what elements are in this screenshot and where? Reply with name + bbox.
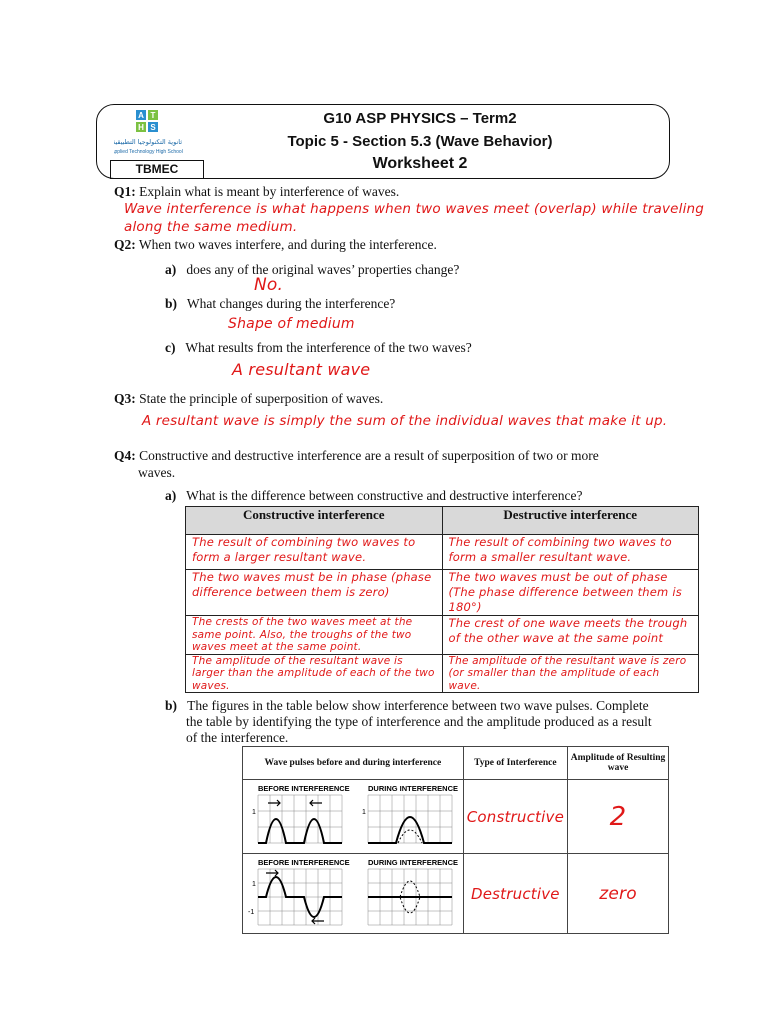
q3-prompt bbox=[114, 391, 383, 407]
q1-answer-line1: Wave interference is what happens when two waves meet (overlap) while traveling bbox=[124, 201, 705, 217]
cell-answer: The amplitude of the resultant wave is zero (or smaller than the amplitude of each wave. bbox=[448, 654, 687, 692]
axis-label-neg1: -1 bbox=[248, 909, 255, 916]
table-cell bbox=[186, 654, 443, 693]
wp-header-amplitude: Amplitude of Resulting wave bbox=[568, 747, 669, 780]
q2c-text: What results from the interference of the two waves? bbox=[185, 340, 472, 355]
table-cell bbox=[442, 654, 699, 693]
q1-answer-line2: along the same medium. bbox=[124, 219, 298, 235]
axis-label-1: 1 bbox=[252, 809, 256, 816]
wp-header-row bbox=[243, 747, 669, 780]
destructive-amplitude-answer: zero bbox=[599, 883, 637, 904]
during-label: DURING INTERFERENCE bbox=[368, 858, 459, 867]
q2a-answer: No. bbox=[254, 275, 284, 295]
svg-text:ثانوية التكنولوجيا التطبيقية: ثانوية التكنولوجيا التطبيقية bbox=[114, 138, 183, 146]
table-cell bbox=[186, 535, 443, 570]
wp-header-type: Type of Interference bbox=[463, 747, 567, 780]
svg-text:T: T bbox=[150, 111, 156, 120]
table-row bbox=[186, 535, 699, 570]
q4a-prompt bbox=[165, 488, 582, 504]
q4a-label: a) bbox=[165, 488, 177, 503]
q3-number: Q3: bbox=[114, 391, 136, 406]
q2a-prompt bbox=[165, 262, 459, 278]
q3-answer: A resultant wave is simply the sum of the individual waves that make it up. bbox=[142, 413, 668, 429]
q4-prompt-line2: waves. bbox=[138, 465, 176, 480]
q2c-answer: A resultant wave bbox=[232, 360, 371, 379]
q4-prompt-line1 bbox=[114, 448, 599, 464]
wp-row-destructive bbox=[243, 854, 669, 934]
q1-text: Explain what is meant by interference of waves. bbox=[139, 184, 400, 199]
q4a-text: What is the difference between constructive and destructive interference? bbox=[186, 488, 583, 503]
wp-header-pulses: Wave pulses before and during interference bbox=[243, 747, 464, 780]
svg-text:S: S bbox=[150, 123, 156, 132]
wp-figure-cell bbox=[243, 854, 464, 934]
table-cell bbox=[442, 570, 699, 616]
table-cell bbox=[186, 570, 443, 616]
constructive-pulses-figure bbox=[244, 781, 460, 849]
table-row bbox=[186, 616, 699, 655]
axis-label-1: 1 bbox=[362, 809, 366, 816]
q2b-answer: Shape of medium bbox=[228, 316, 355, 332]
q2c-label: c) bbox=[165, 340, 176, 355]
table-cell bbox=[186, 616, 443, 655]
cell-answer: The amplitude of the resultant wave is larger than the amplitude of each of the two waves. bbox=[192, 654, 435, 692]
q4-text: Constructive and destructive interference are a result of superposition of two or more bbox=[139, 448, 599, 463]
axis-label-1: 1 bbox=[252, 881, 256, 888]
q2a-label: a) bbox=[165, 262, 177, 277]
svg-text:A: A bbox=[138, 111, 144, 120]
table-cell bbox=[442, 616, 699, 655]
interference-comparison-table bbox=[185, 506, 699, 693]
worksheet-title: Worksheet 2 bbox=[372, 155, 468, 172]
cell-answer: The result of combining two waves to form a larger resultant wave. bbox=[192, 535, 416, 564]
during-label: DURING INTERFERENCE bbox=[368, 784, 459, 793]
table-row bbox=[186, 570, 699, 616]
q4b-text-line2: the table by identifying the type of interference and the amplitude produced as a result bbox=[186, 714, 652, 729]
tbmec-label: TBMEC bbox=[110, 160, 204, 179]
q2-number: Q2: bbox=[114, 237, 136, 252]
course-title: G10 ASP PHYSICS – Term2 bbox=[323, 110, 517, 127]
q4b-label: b) bbox=[165, 698, 178, 713]
q2a-text: does any of the original waves’ properties change? bbox=[186, 262, 460, 277]
q2c-prompt bbox=[165, 340, 472, 356]
wp-amplitude-cell bbox=[568, 780, 669, 854]
q2-prompt bbox=[114, 237, 437, 253]
wp-amplitude-cell bbox=[568, 854, 669, 934]
q2b-label: b) bbox=[165, 296, 178, 311]
wp-row-constructive bbox=[243, 780, 669, 854]
table-row bbox=[186, 654, 699, 693]
constructive-header: Constructive interference bbox=[186, 507, 443, 535]
before-label: BEFORE INTERFERENCE bbox=[258, 858, 350, 867]
q1-number: Q1: bbox=[114, 184, 136, 199]
q4b-text-line1: The figures in the table below show interference between two wave pulses. Complete bbox=[187, 698, 649, 713]
q4-number: Q4: bbox=[114, 448, 136, 463]
wp-figure-cell bbox=[243, 780, 464, 854]
table-header-row bbox=[186, 507, 699, 535]
topic-title: Topic 5 - Section 5.3 (Wave Behavior) bbox=[287, 133, 553, 150]
table-cell bbox=[442, 535, 699, 570]
cell-answer: The crests of the two waves meet at the same point. Also, the troughs of the two waves meet at the same point. bbox=[192, 616, 413, 653]
q2-text: When two waves interfere, and during the interference. bbox=[138, 237, 437, 252]
cell-answer: The result of combining two waves to form a smaller resultant wave. bbox=[448, 535, 672, 564]
school-logo bbox=[114, 108, 190, 158]
q4b-text-line3: of the interference. bbox=[186, 730, 289, 745]
wp-type-cell bbox=[463, 854, 567, 934]
q2b-text: What changes during the interference? bbox=[186, 296, 396, 311]
before-label: BEFORE INTERFERENCE bbox=[258, 784, 350, 793]
destructive-header: Destructive interference bbox=[442, 507, 699, 535]
wp-type-cell bbox=[463, 780, 567, 854]
cell-answer: The two waves must be in phase (phase difference between them is zero) bbox=[192, 570, 432, 599]
destructive-pulses-figure bbox=[244, 855, 460, 929]
q3-text: State the principle of superposition of waves. bbox=[139, 391, 384, 406]
cell-answer: The crest of one wave meets the trough of the other wave at the same point bbox=[448, 616, 688, 645]
cell-answer: The two waves must be out of phase (The phase difference between them is 180°) bbox=[448, 570, 682, 614]
svg-text:H: H bbox=[138, 123, 144, 132]
constructive-answer: Constructive bbox=[466, 807, 565, 826]
q1-prompt bbox=[114, 184, 399, 200]
destructive-answer: Destructive bbox=[470, 884, 560, 903]
q4b-prompt bbox=[165, 698, 705, 746]
constructive-amplitude-answer: 2 bbox=[609, 801, 627, 832]
svg-text:Applied Technology High School: Applied Technology High School bbox=[114, 149, 183, 155]
q2b-prompt bbox=[165, 296, 395, 312]
wave-pulse-table bbox=[242, 746, 669, 934]
